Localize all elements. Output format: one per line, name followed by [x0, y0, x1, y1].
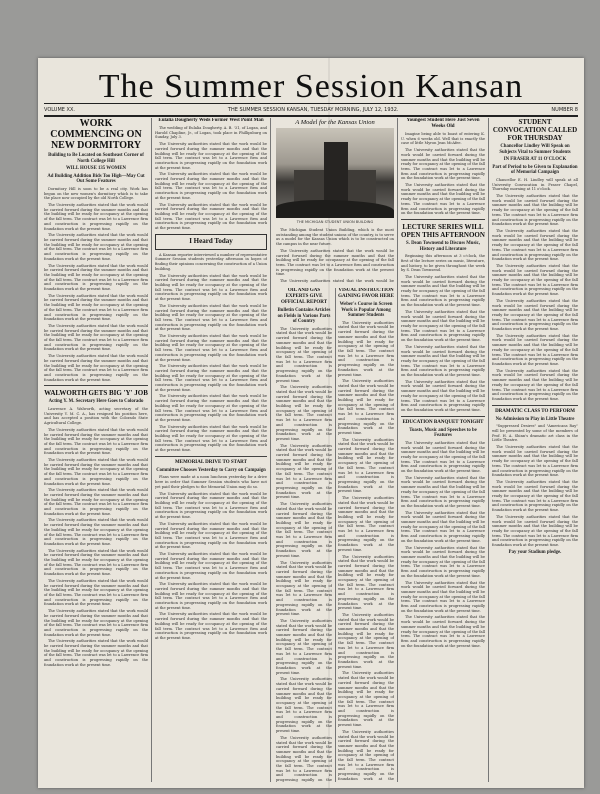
column-3b [338, 288, 394, 782]
article-filler: The University authorities stated that the work would be carried forward during the summer months and that the building will be ready for occupancy at the opening of the fall term. The contract was let to a Lawrence firm and construction is progressing rapidly on the foundation work at the [338, 729, 394, 781]
article-filler: The University authorities stated that the work would be carried forward during the summer months and that the building will be ready for occupancy at the opening of the fall term. The contract was let to a Lawrence firm and construction is progressing rapidly on the foundation work at the present time. [155, 521, 267, 550]
article-filler: The University authorities stated that the work would be carried forward during the summer months and that the building will be ready for occupancy at the opening of the fall term. The contract was let to a Lawrence firm and construction is progressing rapidly on the foundation work at the present time. [44, 203, 148, 231]
article-filler: The University authorities stated that the work would be carried forward during the summer months and that the building will be ready for occupancy at the opening of the fall term. The contract was let to a Lawrence firm and construction is progressing rapidly on the foundation work at the present time. [492, 479, 578, 513]
article-filler: The University authorities stated that the work would be carried forward during the summer months and that the building will be ready for occupancy at the opening of the fall term. The contract was let to a Lawrence firm and construction is progressing rapidly on the foundation work at the present time. [338, 554, 394, 611]
article-body: "Suppressed Desires" and "Americans Ray" will be presented by some of the members of Prof. H. A. Shinn's dramatic art class in the Little Theatre. [492, 424, 578, 443]
article-filler: The University authorities stated that the work would be carried forward during the summer months and that the building will be ready for occupancy at the opening of the fall term. The contract was let to a Lawrence firm and construction is progressing rapidly on the foundation work at the present time. [492, 445, 578, 478]
headline-i-heard-today: I Heard Today [189, 236, 233, 245]
dateline [44, 103, 578, 117]
article-filler: The University authorities stated that the work would be carried forward during the summer months and that the building will be ready for occupancy at the opening of the fall term. The contract was let to a Lawrence firm and construction is progressing rapidly on the foundation work at the present time. [401, 545, 485, 578]
article-filler: The University authorities stated that the work would be carried forward during the summer months and that the building will be ready for occupancy at the opening of the fall term. The contract was let to a Lawrence firm and construction is progressing rapidly on the foundation work at the present time. [401, 615, 485, 648]
column-divider [335, 288, 336, 782]
column-divider [397, 118, 398, 782]
article-filler: The University authorities stated that the work would be carried forward during the summer months and that the building will be ready for occupancy at the opening of the fall term. The contract was let to a Lawrence firm and construction is progressing rapidly on the foundation work at the present time. [155, 303, 267, 332]
i-heard-today-box [155, 234, 267, 250]
article-body: Beginning this afternoon at 3 o'clock, the first of the lecture series on music, literature, and history, to be given throughout the week by S. Dean Townsend. [401, 254, 485, 273]
issue-number: NUMBER 8 [551, 106, 578, 113]
article-filler: The University authorities stated that the work would be carried forward during the summer months and that the building will be ready for occupancy at the opening of the fall term. The contract was let to a Lawrence firm and construction is progressing rapidly on the foundation work at the present time. [155, 491, 267, 520]
deck-dormitory-2: WILL HOUSE 135 WOMEN [65, 166, 127, 172]
column-divider [488, 118, 489, 782]
deck-dramatic-class: No Admission to Play in Little Theatre [495, 416, 575, 422]
deck-walworth: Acting Y. M. Secretary Here Goes to Colorado [48, 399, 144, 405]
article-filler: The University authorities stated that the work would be carried forward during the summer months and that the building will be ready for occupancy at the opening of the fall term. The contract was let to a Lawrence firm and construction is progressing rapidly on the foundation work at the present time. [44, 578, 148, 607]
article-filler: The University authorities stated that the work would be carried forward during the summer months and that the building will be ready for occupancy at the opening of the fall term. The contract was let to a Lawrence firm and construction is progressing rapidly on the foundation work at the present time. [401, 344, 485, 378]
article-filler: The University authorities stated that the work would be carried forward during the summer months and that the building will be ready for occupancy at the opening of the fall term. The contract was let to a Lawrence firm and construction is progressing rapidly on the foundation work at the present time. [276, 385, 332, 441]
deck-memorial-drive: Committee Chooses Yesterday to Carry on Campaign [156, 467, 266, 473]
article-body: Imagine being able to boast of entering K. U. when 6 weeks old. Well that is exactly the case of little Myron Jean McAfee. [401, 132, 485, 146]
article-filler: The University authorities stated that the work would be carried forward during the summer months and that the building will be ready for occupancy at the opening of the fall term. The contract was let to a Lawrence firm and construction is progressing rapidly on the foundation work at the present time. [401, 379, 485, 412]
column-5 [492, 118, 578, 782]
article-body: Chancellor E. H. Lindley will speak at all University Convocation in Fraser Chapel, Thursday morning at 11 o'clock. [492, 177, 578, 192]
article-filler: The University authorities stated that the work would be carried forward during the summer months and that the building will be ready for occupancy at the opening of the fall term. The contract was let to a Lawrence firm and construction is progressing rapidly on the foundation work at the present time. [276, 326, 332, 383]
headline-memorial-drive: MEMORIAL DRIVE TO START [175, 459, 247, 465]
column-divider [151, 118, 152, 782]
stadium-pledge-note: Pay your Stadium pledge. [508, 549, 562, 555]
article-filler: The University authorities stated that the work would be carried forward during the summer months and that the building will be ready for occupancy at the opening of the fall term. The contract was let to a Lawrence firm and construction is progressing rapidly on the foundation work at the present time. [276, 443, 332, 500]
article-filler: The University authorities stated that the work would be carried forward during the summer months and that the building will be ready for occupancy at the opening of the fall term. The contract was let to a Lawrence firm and construction is progressing rapidly on the foundation work at the present time. [155, 424, 267, 453]
article-filler: The University authorities stated that the work would be carried forward during the summer months and that the building will be ready for occupancy at the opening of the fall term. The contract was let to a Lawrence firm and construction is progressing rapidly on the foundation work at the present time. [44, 548, 148, 577]
article-filler: The University authorities stated that the work would be carried forward during the summer months and that the building will be ready for occupancy at the opening of the fall term. The contract was let to a Lawrence firm and construction is progressing rapidly on the foundation work at the present time. [44, 609, 148, 637]
article-filler: The University authorities stated that the work would be carried forward during the summer months and that the building will be ready for occupancy at the opening of the fall term. The contract was let to a Lawrence firm and construction is progressing rapidly on the foundation work at the present time. [338, 671, 394, 728]
article-filler: The University authorities stated that the work would be carried forward during the summer months and that the building will be ready for occupancy at the opening of the fall term. The contract was let to a Lawrence firm and construction is progressing rapidly on the foundation work at the present time. [401, 309, 485, 343]
article-filler: The University authorities stated that the work would be carried forward during the summer months and that the building will be ready for occupancy at the opening of the fall term. The contract was let to a Lawrence firm and construction is progressing rapidly on the foundation work at the present time. [338, 320, 394, 377]
newspaper-page [38, 58, 584, 788]
masthead-title: The Summer Session Kansan [98, 68, 524, 105]
michigan-union-photo [276, 128, 394, 218]
deck-dormitory: Building to Be Located on Southeast Corner of North College Hill [48, 153, 144, 164]
article-filler: The University authorities stated that the work would be carried forward during the summer months and that the building will be ready for occupancy at the opening of the fall term. The contract was let to a Lawrence firm and construction is progressing rapidly on the foundation work at the present time. [276, 677, 332, 734]
article-filler: The University authorities stated that the work would be carried forward during the summer months and that the building will be ready for occupancy at the opening of the fall term. The contract was let to a Lawrence firm and construction is progressing rapidly on the foundation work at the present time. [401, 580, 485, 613]
article-filler: The University authorities stated that the work would be carried forward during the summer months and that the building will be ready for occupancy at the opening of the fall term. The contract was let to a Lawrence firm and construction is progressing rapidly on the foundation work at the present time. [155, 612, 267, 640]
article-filler: The University authorities stated that the work would be carried forward during the summer months and that the building will be ready for occupancy at the opening of the fall term. The contract was let to a Lawrence firm and construction is progressing rapidly on the foundation work at the present time. [44, 354, 148, 382]
article-filler: The University authorities stated that the work would be carried forward during the summer months and that the building will be ready for occupancy at the opening of the fall term. The contract was let to a Lawrence firm and construction is progressing rapidly on the foundation work at the present time. [492, 194, 578, 227]
model-heading: A Model for the Kansas Union [295, 119, 375, 126]
deck-education-banquet: Toasts, Music and Speeches to be Features [409, 427, 477, 439]
article-filler: The University authorities stated that the work would be carried forward during the summer months and that the building will be ready for occupancy at the opening of the fall term. The contract was let to a Lawrence firm and construction is progressing rapidly on the foundation work at the present time. [338, 496, 394, 552]
deck-visual-instruction: Weber's Course in Screen Work is Popular Among Summer Students [339, 302, 393, 319]
article-filler: The University authorities stated that the work would be carried forward during the summer months and that the building will be ready for occupancy at the opening of the fall term. The contract was let to a Lawrence firm and construction is progressing rapidly on the foundation work at the present time. [155, 364, 267, 392]
article-filler: The University authorities stated that the work would be carried forward during the summer months and that the building will be ready for occupancy at the opening of the fall term. The contract was let to a Lawrence firm and construction is progressing rapidly on the foundation work at the present time. [44, 488, 148, 516]
article-filler: The University authorities stated that the work would be carried forward during the summer months and that the building will be ready for occupancy at the opening of the fall term. The contract was let to a Lawrence firm and construction is progressing rapidly on the foundation work at the present time. [492, 229, 578, 262]
article-filler: The University authorities stated that the work would be carried forward during the summer months and that the building will be ready for occupancy at the opening of the fall term. The contract was let to a Lawrence firm and construction is progressing rapidly on the foundation work at the present time. [155, 552, 267, 580]
volume-label: VOLUME XX. [44, 106, 75, 113]
article-filler: The University authorities stated that the work would be carried forward during the summer months and that the building will be ready for occupancy at the opening of the fall term. The contract was let to a Lawrence firm and construction is progressing rapidly on the foundation work at the present time. [44, 293, 148, 322]
column-rule [401, 219, 485, 220]
article-filler: The University authorities stated that the work would be carried forward during the summer months and that the building will be ready for occupancy at the opening of the fall term. The contract was let to a Lawrence firm and construction is progressing rapidly on the foundation work at the present time. [401, 183, 485, 216]
article-filler: The University authorities stated that the work would be carried forward during the summer months and that the building will be ready for occupancy at the opening of the fall term. The contract was let to a Lawrence firm and construction is progressing rapidly on the foundation work at the present time. [338, 379, 394, 435]
article-filler: The University authorities stated that the work would be carried forward during the summer months and that the building will be ready for occupancy at the opening of the fall term. The contract was let to a Lawrence firm and construction is progressing rapidly on the foundation work at the present time. [276, 618, 332, 675]
article-filler: The University authorities stated that the work would be carried forward during the summer months and that the building will be ready for occupancy at the opening of the fall term. The contract was let to a Lawrence firm and construction is progressing rapidly on the foundation work at the present time. [44, 639, 148, 667]
headline-dormitory: WORK COMMENCING ON NEW DORMITORY [50, 118, 142, 151]
column-rule [44, 385, 148, 386]
column-rule [155, 456, 267, 457]
deck-lecture-series: S. Dean Townsend to Discuss Music, History and Literature [406, 240, 480, 252]
column-2 [155, 118, 267, 782]
article-filler: The University authorities stated that the work would be carried forward during the summer months and that the building will be ready for occupancy at the opening of the fall term. The contract was let to a Lawrence firm and construction is progressing rapidly on the foundation work at the present time. [44, 518, 148, 546]
article-filler: The University authorities stated that the work would be carried forward during the summer months and that the building will be ready for occupancy at the opening of the fall term. The contract was let to a Lawrence firm and construction is progressing rapidly on the foundation work at the present time. [155, 142, 267, 170]
article-filler: The University authorities stated that the work would be carried forward during the summer months and that the building will be ready for occupancy at the opening of the fall term. The contract was let to a Lawrence firm and construction is progressing rapidly on the foundation work at the present time. [401, 475, 485, 508]
article-filler: The University authorities stated that the work would be [280, 279, 394, 283]
article-filler: The University authorities stated that the work would be carried forward during the summer months and that the building will be ready for occupancy at the opening of the fall term. The contract was let to a Lawrence firm and construction is progressing rapidly on the foundation work at the present time. [155, 334, 267, 362]
headline-visual-instruction: VISUAL INSTRUCTION GAINING FAVOR HERE [338, 288, 394, 299]
article-filler: The University authorities stated that the work would be carried forward during the summer months and that the building will be ready for occupancy at the opening of the fall term. The contract was let to a Lawrence firm and construction is progressing rapidly on the foundation work at the present time. [276, 560, 332, 617]
headline-walworth: WALWORTH GETS BIG 'Y' JOB [44, 389, 148, 398]
article-body: A Kansan reporter interviewed a number of representative Summer Session students yesterday afternoon in hopes of finding their opinions concerning the construction of a Union building. [155, 252, 267, 271]
column-1 [44, 118, 148, 782]
headline-dramatic-class: DRAMATIC CLASS TO PERFORM [495, 408, 575, 414]
article-body: The wedding of Eulalia Dougherty, A. B. '31, of Logan, and Harold Chapline, Jr., of Logan, took place in Phillipsburg on Sunday, July 3. [155, 126, 267, 140]
photo-caption: THE MICHIGAN STUDENT UNION BUILDING [296, 220, 374, 224]
article-filler: The University authorities stated that the work would be carried forward during the summer months and that the building will be ready for occupancy at the opening of the fall term. The contract was let to a Lawrence firm and construction is progressing rapidly on the foundation work at the present time. [401, 148, 485, 181]
column-divider [270, 118, 271, 782]
deck-convocation-3: Part of Period to be Given to Explanation of Memorial Campaign [492, 164, 578, 176]
article-filler: The University authorities stated that the work would be carried forward during the summer months and that the building will be ready for occupancy at the opening of the fall term. The contract was let to a Lawrence firm and construction is progressing rapidly on the foundation work at the present time. [155, 172, 267, 200]
article-filler: The University authorities stated that the work would be carried forward during the summer months and that the building will be ready for occupancy at the opening of the fall term. The contract was let to a Lawrence firm and construction is progressing rapidly on the foundation work at the present time. [401, 510, 485, 543]
article-filler: The University authorities stated that the work would be carried forward during the summer months and that the building will be ready for occupancy at the opening of the fall term. The contract was let to a Lawrence firm and construction is progressing rapidly on the foundation work at the present time. [155, 202, 267, 231]
article-filler: The University authorities stated that the work would be carried forward during the summer months and that the building will be ready for occupancy at the opening of the fall term. The contract was let to a Lawrence firm and construction is progressing rapidly on the foundation work at the present time. [492, 298, 578, 332]
column-rule [401, 416, 485, 417]
deck-convocation-2: IN FRASER AT 11 O'CLOCK [503, 157, 567, 163]
center-body [276, 228, 394, 283]
article-filler: The University authorities stated that the work would be carried forward during the summer months and that the building will be ready for occupancy at the opening of the fall term. The contract was let to a Lawrence firm and construction is progressing rapidly on the [276, 735, 332, 782]
headline-lecture-series: LECTURE SERIES WILL OPEN THIS AFTERNOON [401, 222, 485, 239]
article-filler: The University authorities stated that the work would be carried forward during the summer months and that the building will be ready for occupancy at the opening of the fall term. The contract was let to a Lawrence firm and construction is progressing rapidly on the foundation work at the present time. [276, 502, 332, 558]
issue-date: THE SUMMER SESSION KANSAN, TUESDAY MORNING, JULY 12, 1932. [227, 106, 399, 113]
article-body: The Michigan Student Union Building, which is the most outstanding among the student unions of the country, is to serve as a model for the Kansas Union which is to be constructed on the campus in the near future. [276, 228, 394, 247]
article-filler: The University authorities stated that the work would be carried forward during the summer months and that the building will be ready for occupancy at the opening of the fall term. The contract was let to a Lawrence firm and construction is progressing rapidly on the foundation work at the present time. [44, 427, 148, 456]
article-filler: The University authorities stated that the work would be carried forward during the summer months and that the building will be ready for occupancy at the opening of the fall term. The contract was let to a Lawrence firm and construction is progressing rapidly on the foundation work at the present time. [276, 248, 394, 277]
deck-oil-gas: Bulletin Contains Articles on Fields in Various Parts of Country [277, 308, 331, 325]
article-filler: The University authorities stated that the work would be carried forward during the summer months and that the building will be ready for occupancy at the opening of the fall term. The contract was let to a Lawrence firm and construction is progressing rapidly on the foundation work at the present time. [44, 323, 148, 352]
article-body: Dormitory Hill is soon to be a real city. Work has begun on the new women's dormitory which is to take the place now occupied by the old North College. [44, 186, 148, 201]
article-filler: The University authorities stated that the work would be carried forward during the summer months and that the building will be ready for occupancy at the opening of the fall term. The contract was let to a Lawrence firm and construction is progressing rapidly on the foundation work at the present time. [155, 582, 267, 610]
article-filler: The University authorities stated that the work would be carried forward during the summer months and that the building will be ready for occupancy at the opening of the fall term. The contract was let to a Lawrence firm and construction is progressing rapidly on the foundation work at the present time. [492, 333, 578, 366]
headline-oil-gas: OIL AND GAS EXPERTS GIVE OFFICIAL REPORT [280, 288, 328, 305]
article-filler: The University authorities stated that the work would be carried forward during the summer months and that the building will be ready for occupancy at the opening of the fall term. The contract was let to a Lawrence firm and construction is progressing rapidly on the foundation work at the present time. [492, 263, 578, 297]
article-filler: The University authorities stated that the work would be carried forward during the summer months and that the building will be ready for occupancy at the opening of the fall term. The contract was let to a Lawrence firm and construction is progressing rapidly on the foundation work at the present time. [155, 273, 267, 302]
article-filler: The University authorities stated that the work would be carried forward during the summer months and that the building will be ready for occupancy at the opening of the fall term. The contract was let to a Lawrence firm and construction is progressing rapidly on the foundation work at the present time. [492, 368, 578, 401]
article-filler: The University authorities stated that the work would be carried forward during the summer months and that the building will be ready for occupancy at the opening of the fall term. The contract was let to a Lawrence firm and construction is progressing rapidly on the foundation work at the present time. [338, 612, 394, 669]
article-filler: The University authorities stated that the work would be carried forward during the summer months and that the building will be ready for occupancy at the opening of the fall term. The contract was let to a Lawrence firm and construction is progressing rapidly on the foundation work at the present time. [44, 233, 148, 261]
article-filler: The University authorities stated that the work would be carried forward during the summer months and that the building will be ready for occupancy at the opening of the fall term. The contract was let to a Lawrence firm and construction is progressing rapidly on the foundation work at the present time. [44, 458, 148, 486]
article-body: Lawrence A. Walworth, acting secretary of the University Y. M. C. A., has resigned his position here, and has accepted a position with the Colorado State Agricultural College. [44, 406, 148, 426]
headline-wedding: Eulalia Dougherty Weds Former West Point Man [158, 118, 264, 123]
column-4 [401, 118, 485, 782]
deck-dormitory-3: Ad Building Addition Bids Too High—May Cut Out Some Features [47, 173, 145, 185]
article-filler: The University authorities stated that the work would be carried forward during the summer months and that the building will be ready for occupancy at the opening of the fall term. The contract was let to a Lawrence firm and construction is progressing rapidly on the foundation work at the present time. [401, 440, 485, 474]
headline-convocation: STUDENT CONVOCATION CALLED FOR THURSDAY [492, 118, 578, 142]
deck-convocation: Chancellor Lindley Will Speak on Subjects Vital to Summer Students [499, 144, 571, 155]
article-filler: The University authorities stated that the work would be carried forward during the summer months and that the building will be ready for occupancy at the opening of the fall term. The contract was let to a Lawrence firm and construction is progressing rapidly on the foundation work at the present time. [155, 394, 267, 422]
article-filler: The University authorities stated that the work would be carried forward during the summer months and that the building will be ready for occupancy at the opening of the fall term. The contract was let to a Lawrence firm and construction is progressing rapidly on the foundation work at the present time. [44, 263, 148, 292]
column-rule [492, 405, 578, 406]
article-filler: The University authorities stated that the work would be carried forward during the summer months and that the building will be ready for occupancy at the opening of the fall term. The contract was let to a Lawrence firm and construction is progressing rapidly on the foundation work at the present time. [492, 514, 578, 548]
headline-youngest-student: Youngest Student Here Just Seven Weeks Old [406, 118, 480, 129]
column-3a [276, 288, 332, 782]
headline-education-banquet: EDUCATION BANQUET TONIGHT [402, 419, 484, 425]
article-body: Plans were made at a noon luncheon yesterday for a drive here in order that Summer Session students who have not yet paid their pledges to the Memorial Union may do so. [155, 475, 267, 489]
article-filler: The University authorities stated that the work would be carried forward during the summer months and that the building will be ready for occupancy at the opening of the fall term. The contract was let to a Lawrence firm and construction is progressing rapidly on the foundation work at the present time. [338, 437, 394, 494]
article-filler: The University authorities stated that the work would be carried forward during the summer months and that the building will be ready for occupancy at the opening of the fall term. The contract was let to a Lawrence firm and construction is progressing rapidly on the foundation work at the present time. [401, 274, 485, 308]
